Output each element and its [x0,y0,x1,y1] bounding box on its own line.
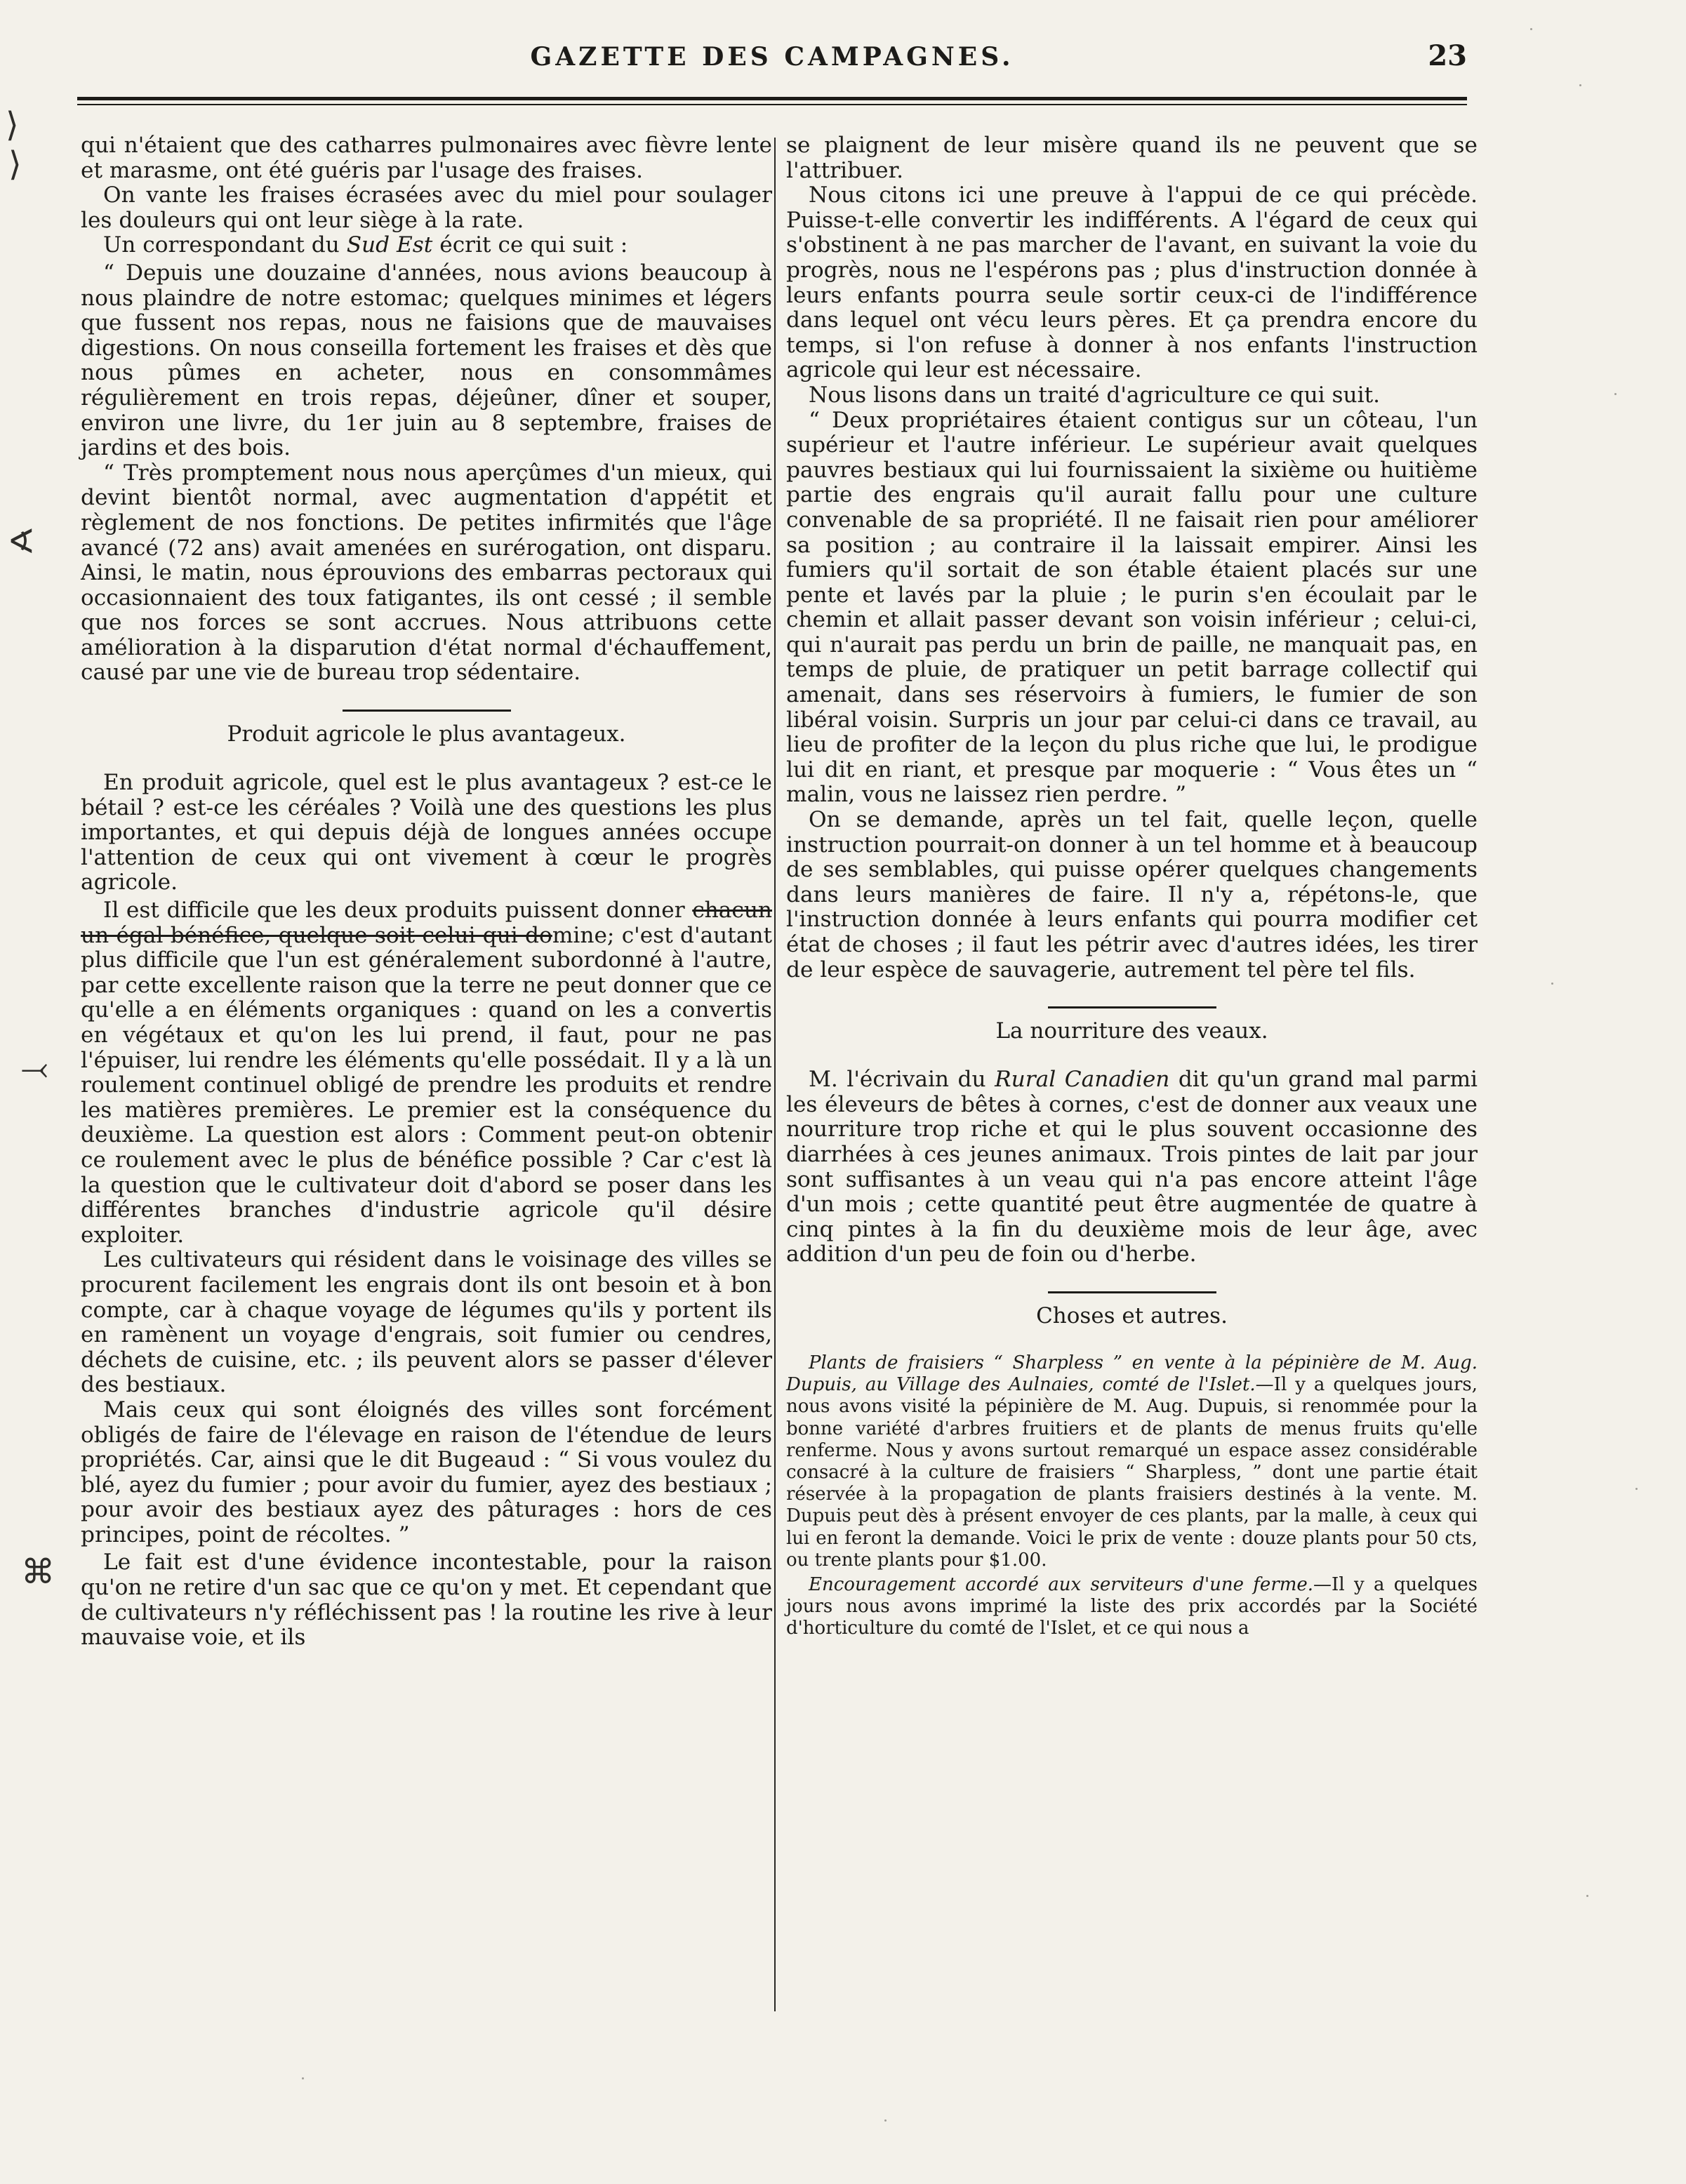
publication-name: Sud Est [346,232,433,258]
paragraph: qui n'étaient que des catharres pulmonaires avec fièvre lente et marasme, ont été guéris par l'usage des fraises. [81,133,772,183]
page-header [77,39,1467,81]
paragraph-text: dit qu'un grand mal parmi les éleveurs de bêtes à cornes, c'est de donner aux veaux une nourriture trop riche et qui le plus souvent occasionne des diarrhées à ces jeunes animaux. Trois pintes de lait par jour sont suffisantes à un veau qui n'a pas encore atteint l'âge d'un mois ; cette quantité peut être augmentée de quatre à cinq pintes à la fin du deuxième mois de leur âge, avec addition d'un peu de foin ou d'herbe. [786,1067,1478,1267]
section-heading [786,1006,1478,1044]
paragraph-text: Un correspondant du [103,232,347,258]
paper-speck [884,2119,887,2122]
paragraph-text: écrit ce qui suit : [432,232,628,258]
header-rule-thin [77,104,1467,105]
brief-notes [786,1352,1478,1640]
paper-speck [1635,1488,1638,1490]
section-heading [81,710,772,747]
paper-speck [1530,28,1532,30]
heading-rule [1048,1291,1216,1293]
paragraph-text: mine; c'est d'autant plus difficile que l'un est généralement subordonné à l'autre, par cette excellente raison que la terre ne peut donner que ce qu'elle a en éléments organiques : quand on les a convertis en végétaux et qu'on les lui prend, il faut, pour ne pas l'épuiser, lui rendre les éléments qu'elle possédait. Il y a là un roulement continuel obligé de prendre les produits et rendre les matières premières. Le premier est la conséquence du deuxième. La question est alors : Comment peut-on obtenir ce roulement avec le plus de bénéfice possible ? Car c'est là la question que le cultivateur doit d'abord se poser dans les différentes branches d'industrie agricole qu'il désire exploiter. [81,922,772,1248]
brief-note [786,1574,1478,1640]
paragraph: Le fait est d'une évidence incontestable, pour la raison qu'on ne retire d'un sac que ce qu'on y met. Et cependant que de cultivateurs n'y réfléchissent pas ! la routine les rive à leur mauvaise voie, et ils [81,1550,772,1651]
struck-text: chacun un égal bénéfice, quelque soit celui qui do [81,898,772,948]
paragraph: “ Depuis une douzaine d'années, nous avions beaucoup à nous plaindre de notre estomac; quelques minimes et légers que fussent nos repas, nous ne faisions que de mauvaises digestions. On nous conseilla fortement les fraises et dès que nous pûmes en acheter, nous en consommâmes régulièrement en trois repas, déjeûner, dîner et souper, environ une livre, du 1er juin au 8 septembre, fraises de jardins et des bois. [81,260,772,461]
note-body: —Il y a quelques jours nous avons imprimé la liste des prix accordés par la Société d'horticulture du comté de l'Islet, et ce qui nous a [786,1573,1478,1639]
paragraph: Nous citons ici une preuve à l'appui de ce qui précède. Puisse-t-elle convertir les indifférents. A l'égard de ceux qui s'obstinent à ne pas marcher de l'avant, en suivant la voie du progrès, nous ne l'espérons pas ; plus d'instruction donnée à leurs enfants pourra seule sortir ceux-ci de l'indifférence dans lequel ont vécu leurs pères. Et ça prendra encore du temps, si l'on refuse à donner à nos enfants l'instruction agricole qui leur est nécessaire. [786,182,1478,383]
note-title: Plants de fraisiers “ Sharpless ” en vente à la pépinière de M. Aug. Dupuis, au Village des Aulnaies, comté de l'Islet. [786,1352,1478,1396]
paragraph [81,898,772,1248]
paragraph [81,233,772,258]
header-rule [77,97,1467,100]
paragraph: On vante les fraises écrasées avec du miel pour soulager les douleurs qui ont leur siège à la rate. [81,182,772,233]
paragraph: se plaignent de leur misère quand ils ne peuvent que se l'attribuer. [786,133,1478,183]
note-title: Encouragement accordé aux serviteurs d'une ferme. [809,1573,1314,1595]
paragraph: Mais ceux qui sont éloignés des villes sont forcément obligés de faire de l'élevage en raison de l'étendue de leurs propriétés. Car, ainsi que le dit Bugeaud : “ Si vous voulez du blé, ayez du fumier ; pour avoir du fumier, ayez des bestiaux ; pour avoir des bestiaux ayez des pâturages : hors de ces principes, point de récoltes. ” [81,1397,772,1547]
page-number: 23 [1428,39,1467,72]
margin-mark: ⤙ [21,1048,48,1088]
paper-speck [1579,84,1581,86]
paper-speck [1614,393,1617,395]
section-heading [786,1291,1478,1329]
column-divider [774,138,776,2011]
paper-speck [302,2077,304,2079]
paragraph: “ Très promptement nous nous aperçûmes d'un mieux, qui devint bientôt normal, avec augmentation d'appétit et règlement de nos fonctions. De petites infirmités que l'âge avancé (72 ans) avait amenées en surérogation, ont disparu. Ainsi, le matin, nous éprouvions des embarras pectoraux qui occasionnaient des toux fatigantes, ils ont cessé ; il semble que nos forces se sont accrues. Nous attribuons cette amélioration à la disparution d'état normal d'échauffement, causé par une vie de bureau trop sédentaire. [81,460,772,686]
paragraph: On se demande, après un tel fait, quelle leçon, quelle instruction pourrait-on donner à un tel homme et à beaucoup de ses semblables, qui puisse opérer quelques changements dans leurs manières de faire. Il n'y a, répétons-le, que l'instruction donnée à leurs enfants qui pourra modifier cet état de choses ; il faut les pétrir avec d'autres idées, les tirer de leur espèce de sauvagerie, autrement tel père tel fils. [786,807,1478,983]
heading-rule [1048,1006,1216,1008]
paragraph-text: M. l'écrivain du [809,1067,995,1093]
right-column [786,133,1478,1640]
publication-name: Rural Canadien [995,1067,1170,1093]
paper-speck [1551,983,1553,985]
paper-speck [1586,1895,1588,1897]
heading-rule [343,710,511,712]
left-column [81,133,772,1651]
paragraph: En produit agricole, quel est le plus avantageux ? est-ce le bétail ? est-ce les céréales ? Voilà une des questions les plus importantes, et qui depuis déjà de longues années occupe l'attention de ceux qui ont vivement à cœur le progrès agricole. [81,770,772,895]
paragraph: Les cultivateurs qui résident dans le voisinage des villes se procurent facilement les engrais dont ils ont besoin et à bon compte, car à chaque voyage de légumes qu'ils y portent ils en ramènent un voyage d'engrais, soit fumier ou cendres, déchets de cuisine, etc. ; ils peuvent alors se passer d'élever des bestiaux. [81,1247,772,1398]
paragraph: “ Deux propriétaires étaient contigus sur un côteau, l'un supérieur et l'autre inférieur. Le supérieur avait quelques pauvres bestiaux qui lui fournissaient la sixième ou huitième partie des engrais qu'il aurait fallu pour une culture convenable de sa propriété. Il ne faisait rien pour améliorer sa position ; au contraire il la laissait empirer. Ainsi les fumiers qu'il sortait de son étable étaient placés sur une pente et lavés par la pluie ; le purin s'en écoulait par le chemin et allait passer devant son voisin inférieur ; celui-ci, qui n'aurait pas perdu un brin de paille, ne manquait pas, en temps de pluie, de pratiquer un petit barrage collectif qui amenait, dans ses réservoirs à fumiers, le fumier de son libéral voisin. Surpris un jour par celui-ci dans ce travail, au lieu de profiter de la leçon du plus riche que lui, le prodigue lui dit en riant, et presque par moquerie : “ Vous êtes un “ malin, vous ne laissez rien perdre. ” [786,407,1478,808]
brief-note [786,1352,1478,1571]
heading-text: Choses et autres. [1036,1303,1228,1329]
paragraph: Nous lisons dans un traité d'agriculture ce qui suit. [809,382,1381,408]
margin-mark: ⟩ [6,105,19,145]
margin-mark: ∢ [7,522,36,561]
paragraph-text: Il est difficile que les deux produits puissent donner [103,898,693,924]
heading-text: Produit agricole le plus avantageux. [227,721,626,747]
paragraph [786,1067,1478,1267]
margin-mark: ⌘ [21,1552,55,1592]
heading-text: La nourriture des veaux. [995,1018,1268,1044]
masthead-title: GAZETTE DES CAMPAGNES. [530,42,1014,72]
note-body: —Il y a quelques jours, nous avons visité la pépinière de M. Aug. Dupuis, si renommée pour la bonne variété d'arbres fruitiers et de plants de menus fruits qu'elle renferme. Nous y avons surtout remarqué un espace assez considérable consacré à la culture de fraisiers “ Sharpless, ” dont une partie était réservée à la propagation de plants fraisiers destinés à la vente. M. Dupuis peut dès à présent envoyer de ces plants, par la malle, à ceux qui lui en feront la demande. Voici le prix de vente : douze plants pour 50 cts, ou trente plants pour $1.00. [786,1374,1478,1571]
margin-mark: ⟩ [8,145,22,184]
